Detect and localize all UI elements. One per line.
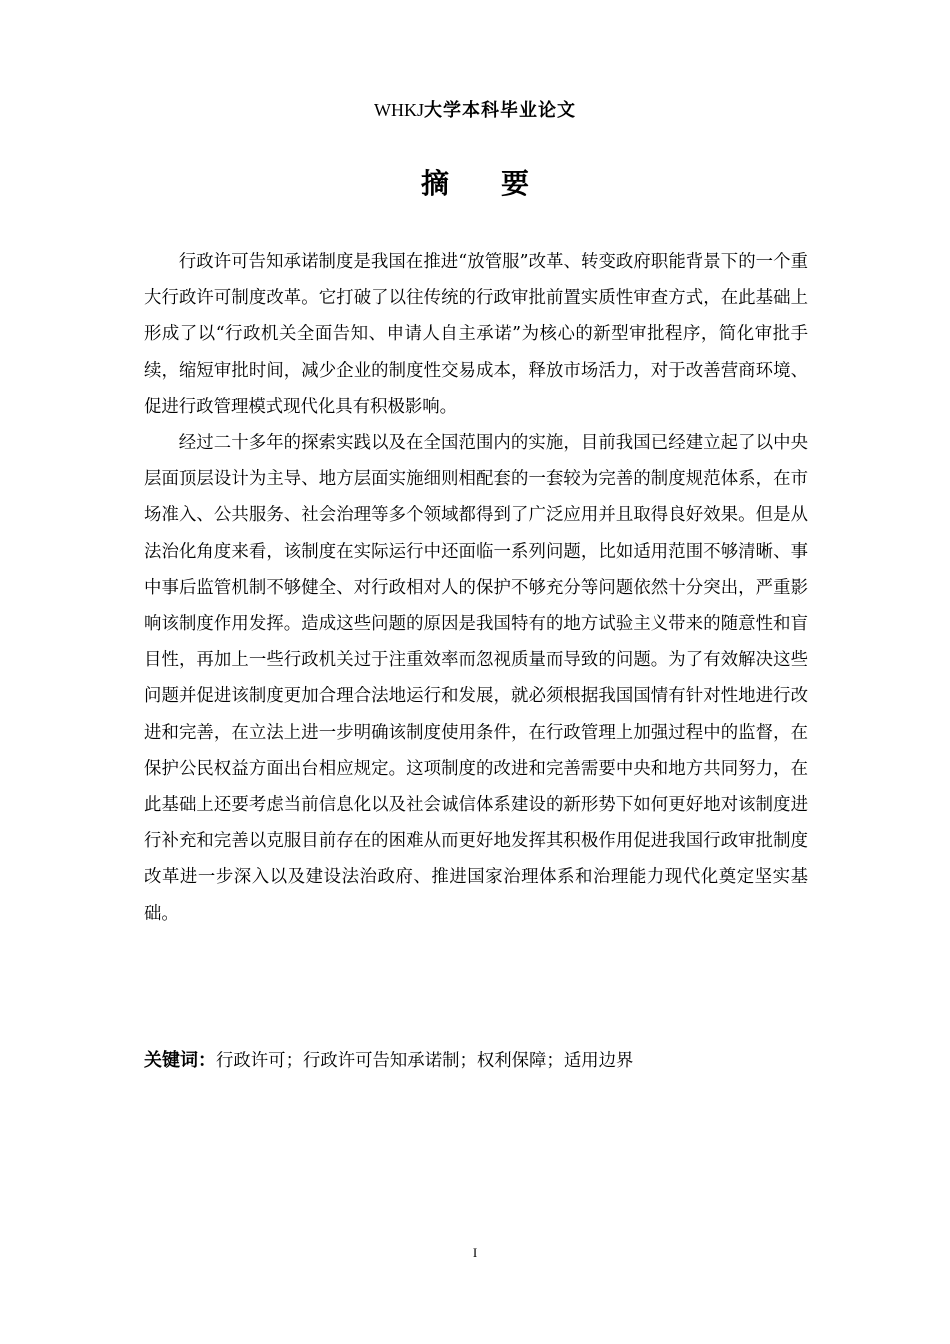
header-title: 大学本科毕业论文: [424, 100, 576, 121]
abstract-body: [144, 244, 808, 932]
header-prefix: WHKJ: [374, 100, 424, 120]
abstract-paragraph-1: 行政许可告知承诺制度是我国在推进“放管服”改革、转变政府职能背景下的一个重大行政许可制度改革。它打破了以往传统的行政审批前置实质性审查方式，在此基础上形成了以“行政机关全面告知、申请人自主承诺”为核心的新型审批程序，简化审批手续，缩短审批时间，减少企业的制度性交易成本，释放市场活力，对于改善营商环境、促进行政管理模式现代化具有积极影响。: [144, 252, 808, 417]
running-header: [0, 96, 950, 125]
abstract-heading: 摘要: [420, 167, 581, 200]
keywords-text: 行政许可；行政许可告知承诺制；权利保障；适用边界: [216, 1051, 634, 1071]
keywords-label: 关键词：: [144, 1050, 216, 1071]
page-number: I: [472, 1245, 478, 1260]
abstract-paragraph-2: 经过二十多年的探索实践以及在全国范围内的实施，目前我国已经建立起了以中央层面顶层设计为主导、地方层面实施细则相配套的一套较为完善的制度规范体系，在市场准入、公共服务、社会治理等多个领域都得到了广泛应用并且取得良好效果。但是从法治化角度来看，该制度在实际运行中还面临一系列问题，比如适用范围不够清晰、事中事后监管机制不够健全、对行政相对人的保护不够充分等问题依然十分突出，严重影响该制度作用发挥。造成这些问题的原因是我国特有的地方试验主义带来的随意性和盲目性，再加上一些行政机关过于注重效率而忽视质量而导致的问题。为了有效解决这些问题并促进该制度更加合理合法地运行和发展，就必须根据我国国情有针对性地进行改进和完善，在立法上进一步明确该制度使用条件，在行政管理上加强过程中的监督，在保护公民权益方面出台相应规定。这项制度的改进和完善需要中央和地方共同努力，在此基础上还要考虑当前信息化以及社会诚信体系建设的新形势下如何更好地对该制度进行补充和完善以克服目前存在的困难从而更好地发挥其积极作用促进我国行政审批制度改革进一步深入以及建设法治政府、推进国家治理体系和治理能力现代化奠定坚实基础。: [144, 433, 808, 924]
keywords-line: [144, 1046, 808, 1076]
